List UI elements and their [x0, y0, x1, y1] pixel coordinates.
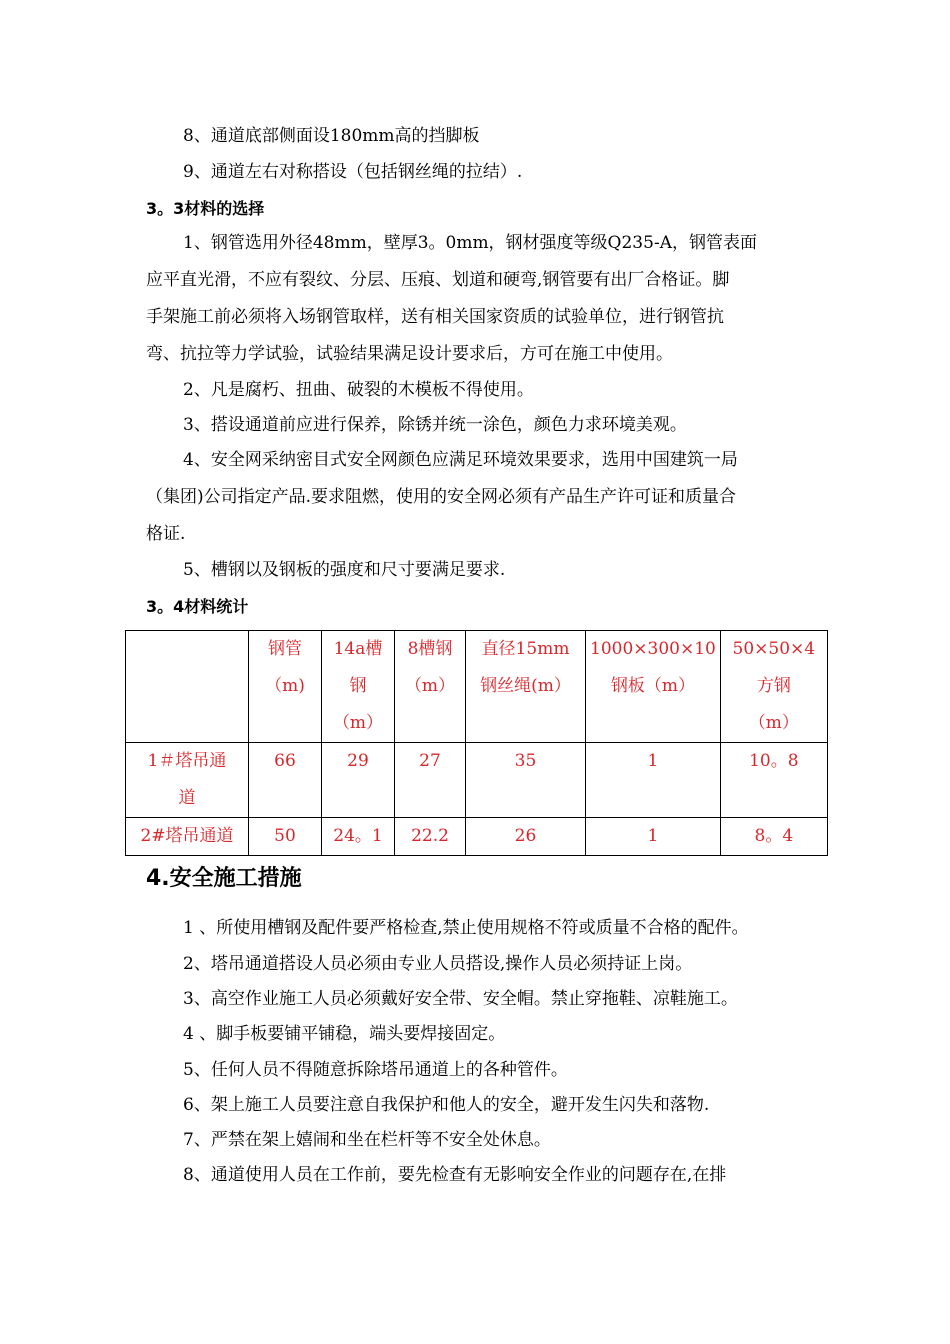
- table-row-label: [126, 743, 249, 818]
- table-header-row: [126, 631, 828, 743]
- material-1-line-1: 1、钢管选用外径48mm，壁厚3。0mm，钢材强度等级Q235-A，钢管表面: [183, 233, 757, 253]
- item-top-9: 9、通道左右对称搭设（包括钢丝绳的拉结）.: [183, 162, 523, 182]
- table-cell: 8。4: [720, 818, 827, 856]
- material-3: 3、搭设通道前应进行保养，除锈并统一涂色，颜色力求环境美观。: [183, 415, 687, 435]
- table-header-empty: [126, 631, 249, 743]
- material-4-line-2: （集团)公司指定产品.要求阻燃，使用的安全网必须有产品生产许可证和质量合: [146, 487, 737, 507]
- material-2: 2、凡是腐朽、扭曲、破裂的木模板不得使用。: [183, 380, 534, 400]
- measure-5: 5、任何人员不得随意拆除塔吊通道上的各种管件。: [183, 1060, 568, 1080]
- table-cell: 66: [249, 743, 322, 818]
- table-cell: 10。8: [720, 743, 827, 818]
- table-cell: 27: [395, 743, 466, 818]
- material-1-line-2: 应平直光滑，不应有裂纹、分层、压痕、划道和硬弯,钢管要有出厂合格证。脚: [146, 270, 730, 290]
- table-header-steel-pipe: [249, 631, 322, 743]
- table-cell: 29: [322, 743, 395, 818]
- material-4-line-3: 格证.: [146, 524, 186, 544]
- table-header-square-steel: [720, 631, 827, 743]
- measure-6: 6、架上施工人员要注意自我保护和他人的安全，避开发生闪失和落物.: [183, 1095, 710, 1115]
- table-row: [126, 818, 828, 856]
- row-label-line: 1＃塔吊通: [147, 751, 227, 771]
- header-line: （m）: [748, 713, 799, 733]
- measure-2: 2、塔吊通道搭设人员必须由专业人员搭设,操作人员必须持证上岗。: [183, 954, 693, 974]
- table-header-steel-plate: [586, 631, 721, 743]
- table-row: [126, 743, 828, 818]
- section-3-3-heading: 3。3材料的选择: [146, 199, 265, 218]
- material-1-line-4: 弯、抗拉等力学试验，试验结果满足设计要求后，方可在施工中使用。: [146, 344, 673, 364]
- materials-table: [125, 630, 828, 856]
- measure-1: 1 、所使用槽钢及配件要严格检查,禁止使用规格不符或质量不合格的配件。: [183, 918, 749, 938]
- material-1-line-3: 手架施工前必须将入场钢管取样，送有相关国家资质的试验单位，进行钢管抗: [146, 307, 724, 327]
- measure-3: 3、高空作业施工人员必须戴好安全带、安全帽。禁止穿拖鞋、凉鞋施工。: [183, 989, 738, 1009]
- header-line: 50×50×4: [732, 639, 816, 659]
- material-5: 5、槽钢以及钢板的强度和尺寸要满足要求.: [183, 560, 506, 580]
- header-line: 8槽钢: [407, 639, 453, 659]
- table-cell: 22.2: [395, 818, 466, 856]
- row-label-line: 2#塔吊通道: [140, 826, 234, 846]
- table-header-8-channel: [395, 631, 466, 743]
- header-line: 14a槽: [333, 639, 383, 659]
- table-cell: 24。1: [322, 818, 395, 856]
- table-cell: 35: [466, 743, 586, 818]
- measure-4: 4 、脚手板要铺平铺稳，端头要焊接固定。: [183, 1024, 506, 1044]
- table-cell: 50: [249, 818, 322, 856]
- header-line: 钢: [349, 676, 367, 696]
- header-line: 钢丝绳(m）: [480, 676, 571, 696]
- header-line: 钢板（m）: [610, 676, 695, 696]
- header-line: （m): [265, 676, 305, 696]
- table-row-label: [126, 818, 249, 856]
- table-cell: 1: [586, 743, 721, 818]
- header-line: 方钢: [756, 676, 791, 696]
- header-line: 1000×300×10: [590, 639, 716, 659]
- header-line: （m）: [404, 676, 456, 696]
- table-header-14a-channel: [322, 631, 395, 743]
- section-4-heading: 4.安全施工措施: [146, 866, 302, 891]
- header-line: 钢管: [268, 639, 302, 659]
- table-cell: 26: [466, 818, 586, 856]
- table-header-wire-rope: [466, 631, 586, 743]
- measure-7: 7、严禁在架上嬉闹和坐在栏杆等不安全处休息。: [183, 1130, 551, 1150]
- header-line: 直径15mm: [481, 639, 570, 659]
- item-top-8: 8、通道底部侧面设180mm高的挡脚板: [183, 126, 480, 146]
- row-label-line: 道: [178, 788, 196, 808]
- measure-8: 8、通道使用人员在工作前，要先检查有无影响安全作业的问题存在,在排: [183, 1165, 727, 1185]
- section-3-4-heading: 3。4材料统计: [146, 597, 249, 616]
- material-4-line-1: 4、安全网采纳密目式安全网颜色应满足环境效果要求，选用中国建筑一局: [183, 450, 738, 470]
- table-cell: 1: [586, 818, 721, 856]
- header-line: （m）: [332, 713, 384, 733]
